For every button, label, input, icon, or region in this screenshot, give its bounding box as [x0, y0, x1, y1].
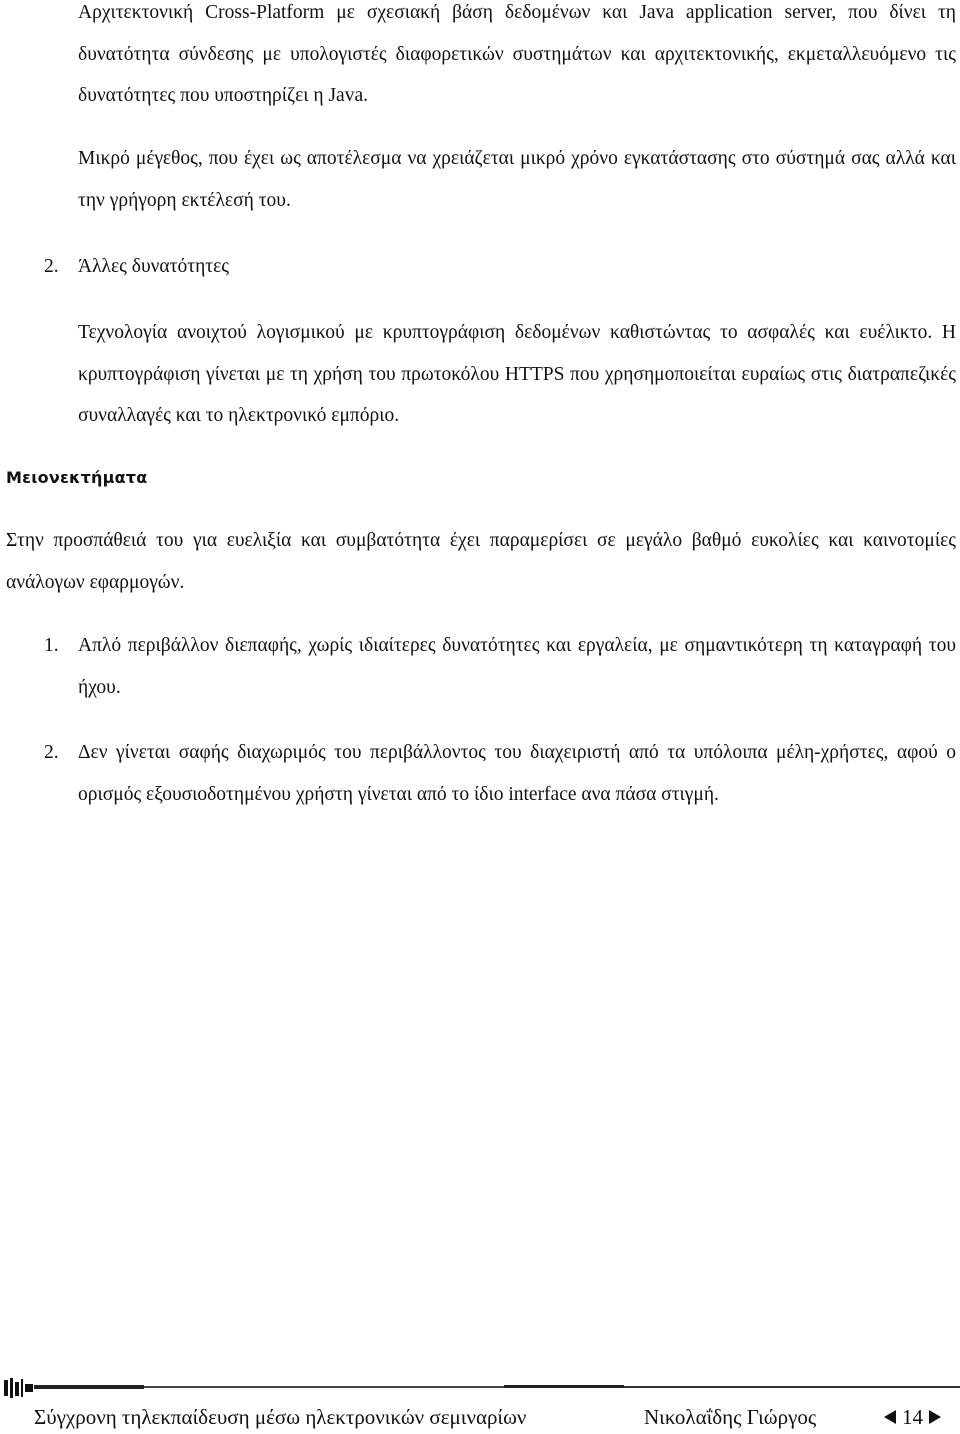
list-item: Απλό περιβάλλον διεπαφής, χωρίς ιδιαίτερες δυνατότητες και εργαλεία, με σημαντικότερη τη καταγραφή του ήχου.: [78, 635, 956, 698]
paragraph-cross-platform: Αρχιτεκτονική Cross-Platform με σχεσιακή βάση δεδομένων και Java application server, που δίνει τη δυνατότητα σύνδεσης με υπολογιστές διαφορετικών συστημάτων και αρχιτεκτονικής, εκμεταλλευόμενο τις δυνατότητες που υποστηρίζει η Java.: [78, 2, 956, 106]
page-footer: [0, 1400, 960, 1434]
page-number: 14: [902, 1405, 923, 1429]
list-number: 1.: [44, 635, 59, 656]
footer-decorative-rule: [0, 1376, 960, 1400]
paragraph-small-size: Μικρό μέγεθος, που έχει ως αποτέλεσμα να χρειάζεται μικρό χρόνο εγκατάστασης στο σύστημά σας αλλά και την γρήγορη εκτέλεσή του.: [78, 148, 956, 211]
list-number: 2.: [44, 256, 59, 277]
list-item: Δεν γίνεται σαφής διαχωριμός του περιβάλλοντος του διαχειριστή από τα υπόλοιπα μέλη-χρήστες, αφού ο ορισμός εξουσιοδοτημένου χρήστη γίνεται από το ίδιο interface ανα πάσα στιγμή.: [78, 742, 956, 805]
paragraph-open-source: Τεχνολογία ανοιχτού λογισμικού με κρυπτογράφιση δεδομένων καθιστώντας το ασφαλές και ευέλικτο. Η κρυπτογράφιση γίνεται με τη χρήση του πρωτοκόλου HTTPS που χρησημοποιείται ευραίως στις διατραπεζικές συναλλαγές και το ηλεκτρονικό εμπόριο.: [78, 322, 956, 426]
footer-author: Νικολαΐδης Γιώργος: [644, 1405, 817, 1429]
list-item-title: Άλλες δυνατότητες: [78, 256, 230, 277]
paragraph-disadvantages-intro: Στην προσπάθειά του για ευελιξία και συμβατότητα έχει παραμερίσει σε μεγάλο βαθμό ευκολίες και καινοτομίες ανάλογων εφαρμογών.: [6, 530, 956, 593]
next-page-icon[interactable]: [929, 1410, 941, 1424]
previous-page-icon[interactable]: [884, 1410, 896, 1424]
footer-title: Σύγχρονη τηλεκπαίδευση μέσω ηλεκτρονικών σεμιναρίων: [34, 1405, 527, 1429]
list-number: 2.: [44, 742, 59, 763]
page-navigation: [884, 1400, 941, 1434]
section-heading: Μειονεκτήματα: [6, 468, 148, 487]
